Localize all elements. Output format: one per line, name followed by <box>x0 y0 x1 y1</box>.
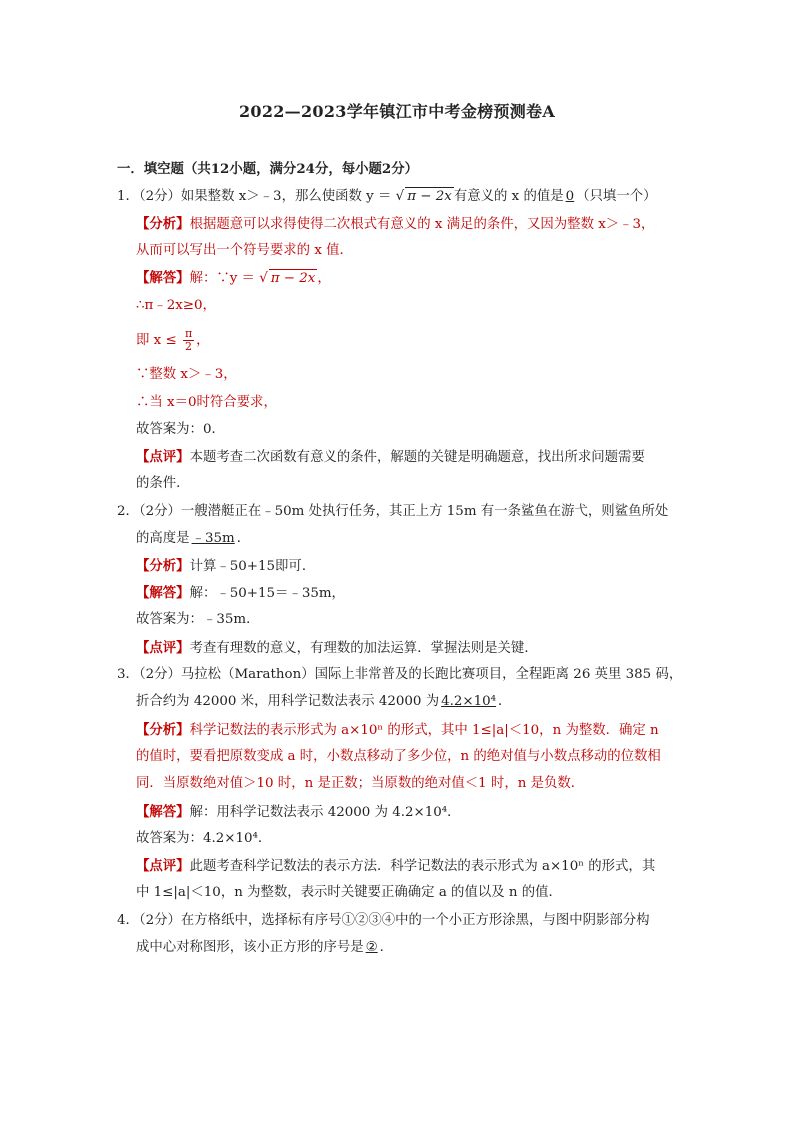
q1-stem-post: （只填一个） <box>576 189 657 204</box>
q2-comment <box>136 639 538 658</box>
sqrt-sign: √ <box>259 271 268 286</box>
q2-comment-text: 考查有理数的意义，有理数的加法运算．掌握法则是关键． <box>189 641 538 656</box>
q1-step-3-pre: 即 x ≤ <box>136 333 181 348</box>
analysis-tag: 【分析】 <box>136 722 190 738</box>
q3-stem-pre: 折合约为 42000 米，用科学记数法表示 42000 为 <box>136 694 440 709</box>
q2-answer-text: 解：﹣50+15＝﹣35m， <box>189 586 345 601</box>
q3-answer <box>136 803 461 822</box>
q1-answer-post: ， <box>317 271 331 286</box>
page-title: 2022—2023学年镇江市中考金榜预测卷A <box>238 102 556 121</box>
question-4-stem-cont <box>136 939 393 957</box>
q1-answer <box>136 269 331 288</box>
q1-comment-cont: 的条件． <box>136 476 190 491</box>
q3-stem-post: ． <box>498 694 512 709</box>
q3-analysis <box>136 721 659 740</box>
q3-answer-blank: 4.2×10⁴ <box>441 694 497 709</box>
q2-answer-blank: ﹣35m <box>191 531 235 546</box>
answer-tag: 【解答】 <box>136 804 190 820</box>
q2-final-answer: 故答案为：﹣35m． <box>136 612 260 627</box>
question-2-stem-cont <box>136 530 250 548</box>
q1-comment <box>136 448 645 467</box>
q3-comment-cont: 中 1≤|a|＜10，n 为整数，表示时关键要正确确定 a 的值以及 n 的值． <box>136 885 562 900</box>
q2-analysis-text: 计算﹣50+15即可． <box>189 559 316 574</box>
q3-comment <box>136 857 655 876</box>
analysis-tag: 【分析】 <box>136 216 190 232</box>
q3-answer-text: 解：用科学记数法表示 42000 为 4.2×10⁴． <box>189 805 461 820</box>
q4-stem-pre: 成中心对称图形，该小正方形的序号是 <box>136 940 364 955</box>
q1-stem-mid: 有意义的 x 的值是 <box>453 189 564 204</box>
q2-analysis <box>136 557 315 576</box>
question-3-stem: 3．（2分）马拉松（Marathon）国际上非常普及的长跑比赛项目，全程距离 26 英里 385 码， <box>117 667 683 682</box>
q1-answer-text: 解：∵y ＝ <box>189 271 260 286</box>
q1-comment-text: 本题考查二次函数有意义的条件，解题的关键是明确题意，找出所求问题需要 <box>189 450 645 465</box>
q4-stem-post: ． <box>379 940 394 955</box>
answer-tag: 【解答】 <box>136 585 190 601</box>
q1-analysis-text: 根据题意可以求得使得二次根式有意义的 x 满足的条件，又因为整数 x＞﹣3， <box>189 217 655 232</box>
q1-step-4: ∵整数 x＞﹣3， <box>136 367 237 382</box>
fraction-denominator: 2 <box>185 340 193 353</box>
q1-final-answer: 故答案为：0． <box>136 422 225 437</box>
question-3-stem-cont <box>136 693 511 711</box>
q1-answer-blank: 0 <box>565 189 575 204</box>
q3-comment-text: 此题考查科学记数法的表示方法．科学记数法的表示形式为 a×10ⁿ 的形式，其 <box>189 859 656 874</box>
analysis-tag: 【分析】 <box>136 558 190 574</box>
q2-stem-post: ． <box>236 531 251 546</box>
comment-tag: 【点评】 <box>136 449 190 465</box>
question-4-stem: 4．（2分）在方格纸中，选择标有序号①②③④中的一个小正方形涂黑，与图中阴影部分构 <box>117 913 650 928</box>
question-2-stem: 2．（2分）一艘潜艇正在﹣50m 处执行任务，其正上方 15m 有一条鲨鱼在游弋，则鲨鱼所处 <box>117 504 669 519</box>
q3-analysis-text: 科学记数法的表示形式为 a×10ⁿ 的形式，其中 1≤|a|＜10，n 为整数．确定 n <box>189 723 659 738</box>
q3-analysis-cont-1: 的值时，要看把原数变成 a 时，小数点移动了多少位，n 的绝对值与小数点移动的位数相 <box>136 749 661 764</box>
q1-radicand: π − 2x <box>407 189 452 204</box>
q2-stem-pre: 的高度是 <box>136 531 190 546</box>
q1-stem-pre: 1．（2分）如果整数 x＞﹣3，那么使函数 y ＝ <box>117 189 396 204</box>
comment-tag: 【点评】 <box>136 640 190 656</box>
q1-step-3-post: ， <box>196 333 210 348</box>
question-1-stem <box>117 187 657 206</box>
comment-tag: 【点评】 <box>136 858 190 874</box>
q1-step-5: ∴当 x＝0时符合要求， <box>136 395 277 410</box>
q3-final-answer: 故答案为：4.2×10⁴． <box>136 831 272 846</box>
sqrt-sign: √ <box>395 189 405 204</box>
q4-answer-blank: ② <box>365 940 378 955</box>
q1-analysis-cont: 从而可以写出一个符号要求的 x 值． <box>136 243 353 258</box>
fraction <box>183 328 194 353</box>
q1-step-3 <box>136 328 210 353</box>
section-heading: 一．填空题（共12小题，满分24分，每小题2分） <box>117 161 419 177</box>
q2-answer <box>136 584 345 603</box>
q1-answer-radicand: π − 2x <box>270 271 316 286</box>
q1-step-2: ∴π﹣2x≥0， <box>136 298 216 313</box>
q1-analysis <box>136 215 654 234</box>
answer-tag: 【解答】 <box>136 270 190 286</box>
q3-analysis-cont-2: 同．当原数绝对值＞10 时，n 是正数；当原数的绝对值＜1 时，n 是负数． <box>136 776 585 791</box>
fraction-numerator: π <box>184 327 193 340</box>
